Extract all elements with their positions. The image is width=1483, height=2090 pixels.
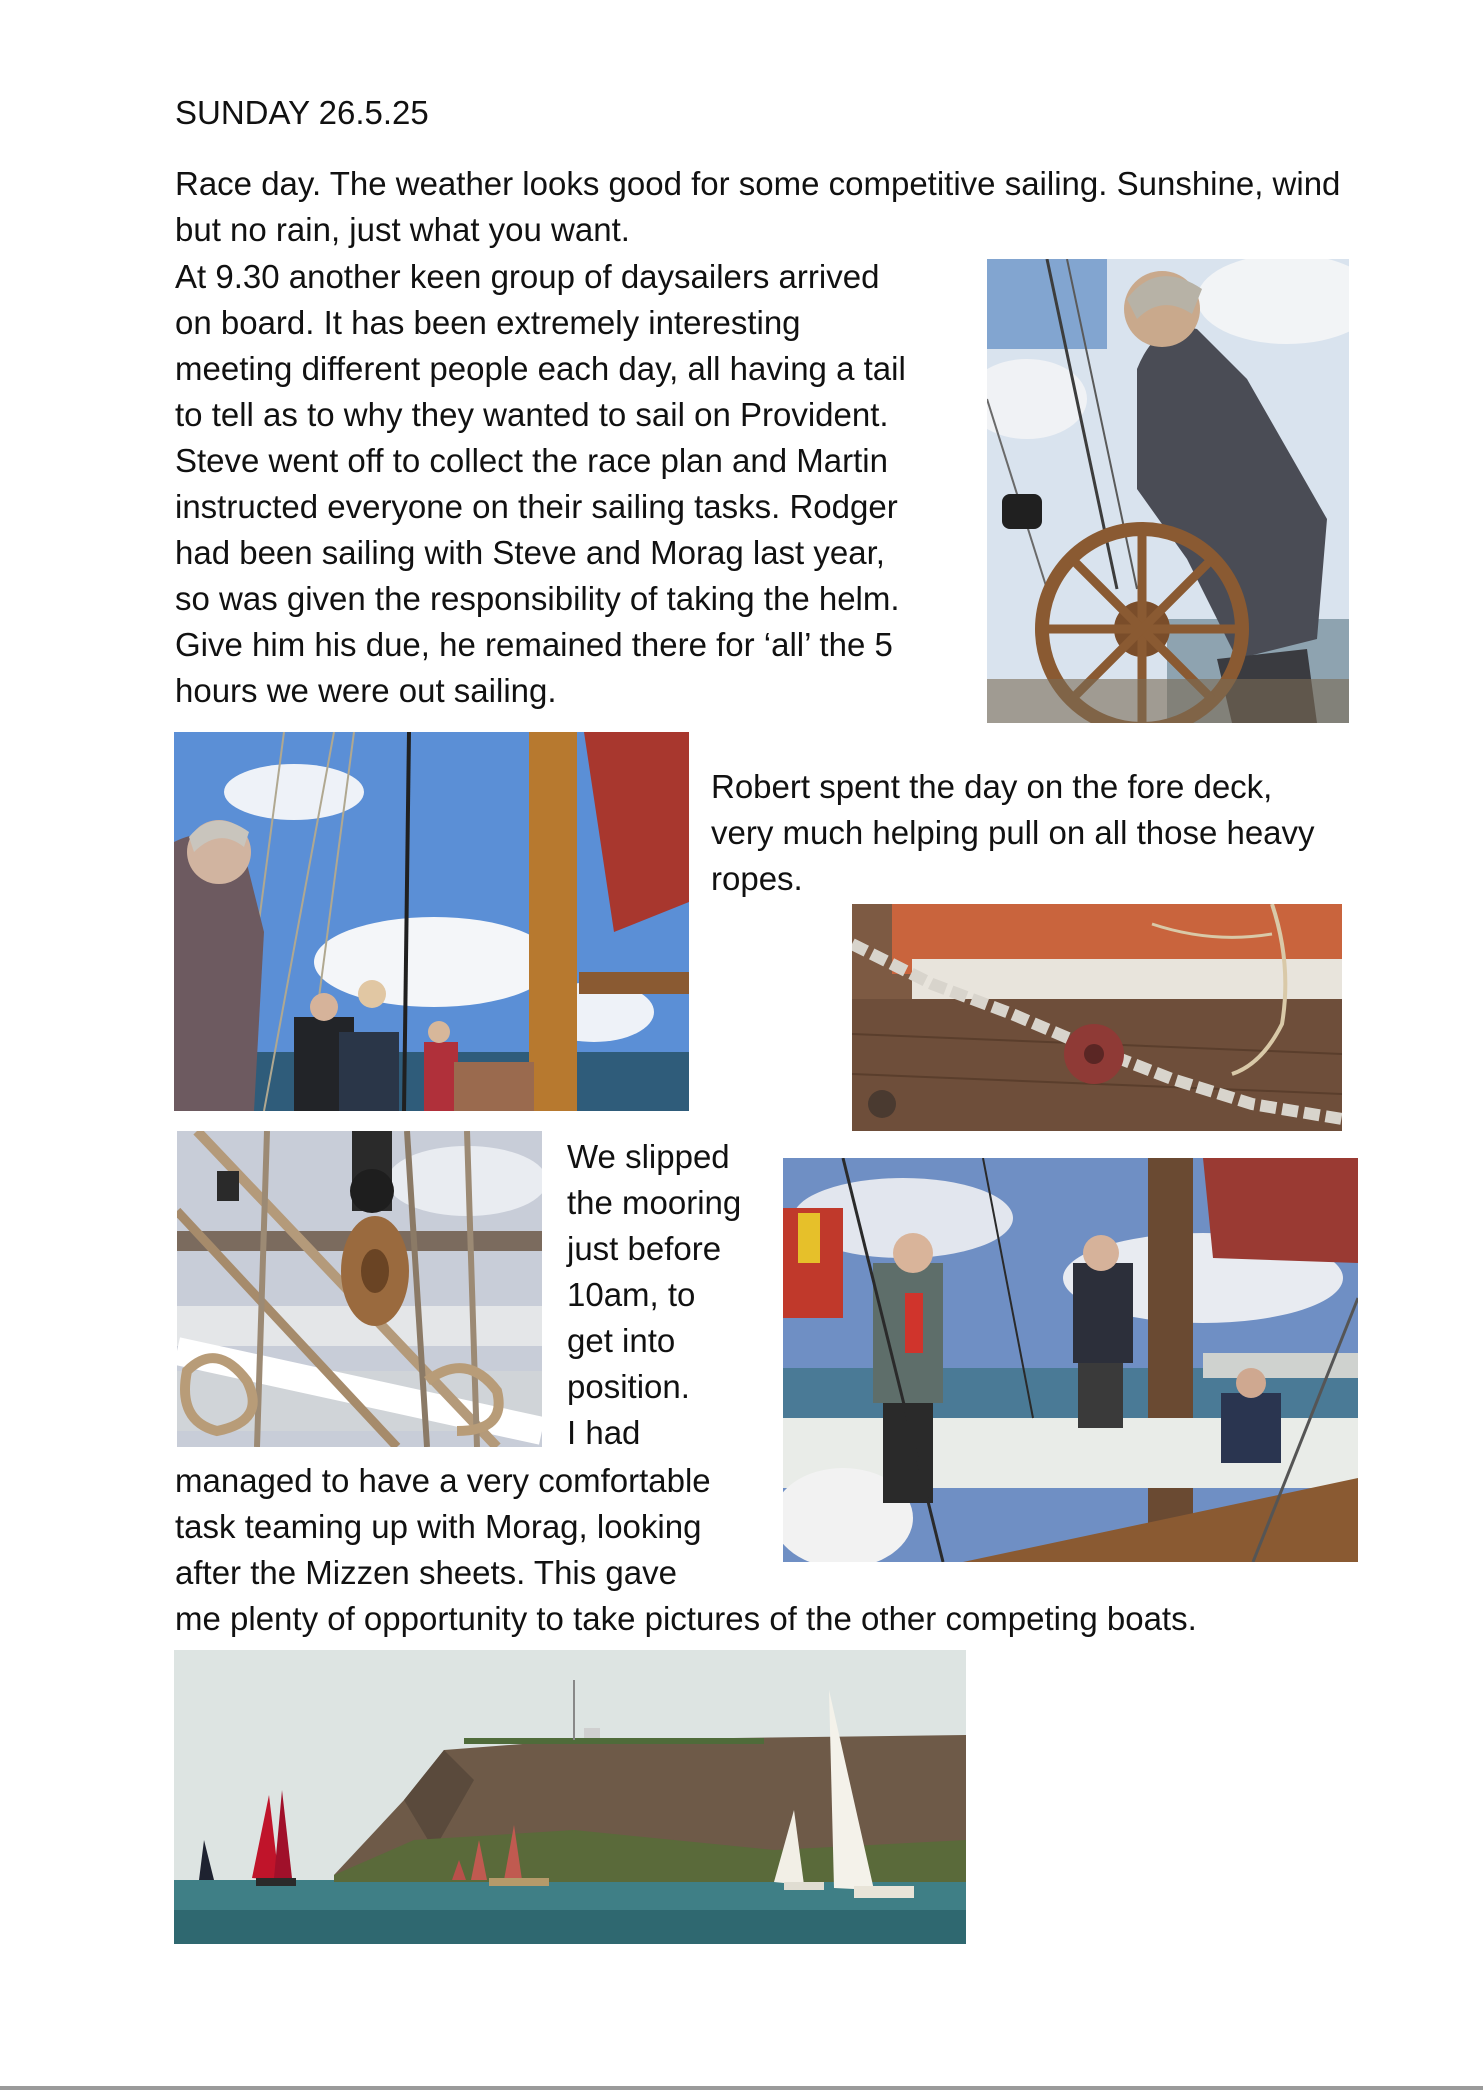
robert-paragraph: Robert spent the day on the fore deck, very much helping pull on all those heavy ropes. (711, 768, 1315, 897)
page-bottom-edge (0, 2086, 1483, 2090)
photo-boats-racing-by-headland (174, 1650, 966, 1944)
date-heading: SUNDAY 26.5.25 (175, 94, 429, 131)
photo-crew-on-deck (174, 732, 689, 1111)
intro-paragraph: Race day. The weather looks good for some competitive sailing. Sunshine, wind but no rain, just what you want. (175, 165, 1341, 248)
photo-helmsman-at-wheel (987, 259, 1349, 723)
pictures-paragraph: me plenty of opportunity to take pictures of the other competing boats. (175, 1600, 1197, 1637)
arrival-paragraph: At 9.30 another keen group of daysailers arrived on board. It has been extremely interesting meeting different people each day, all having a tail to tell as to why they wanted to sail on Provident. Steve went off to collect the race plan and Martin instructed everyone on their sailing tasks. Rodger had been sailing with Steve and Morag last year, so was given the responsibility of taking the helm. Give him his due, he remained there for ‘all’ the 5 hours we were out sailing. (175, 258, 906, 709)
mooring-paragraph: We slipped the mooring just before 10am, to get into position. I had (567, 1138, 742, 1451)
photo-crew-shading-eyes (783, 1158, 1358, 1562)
mizzen-paragraph: managed to have a very comfortable task teaming up with Morag, looking after the Mizzen sheets. This gave (175, 1462, 711, 1591)
photo-rigging-blocks (177, 1131, 542, 1447)
photo-anchor-chain (852, 904, 1342, 1131)
